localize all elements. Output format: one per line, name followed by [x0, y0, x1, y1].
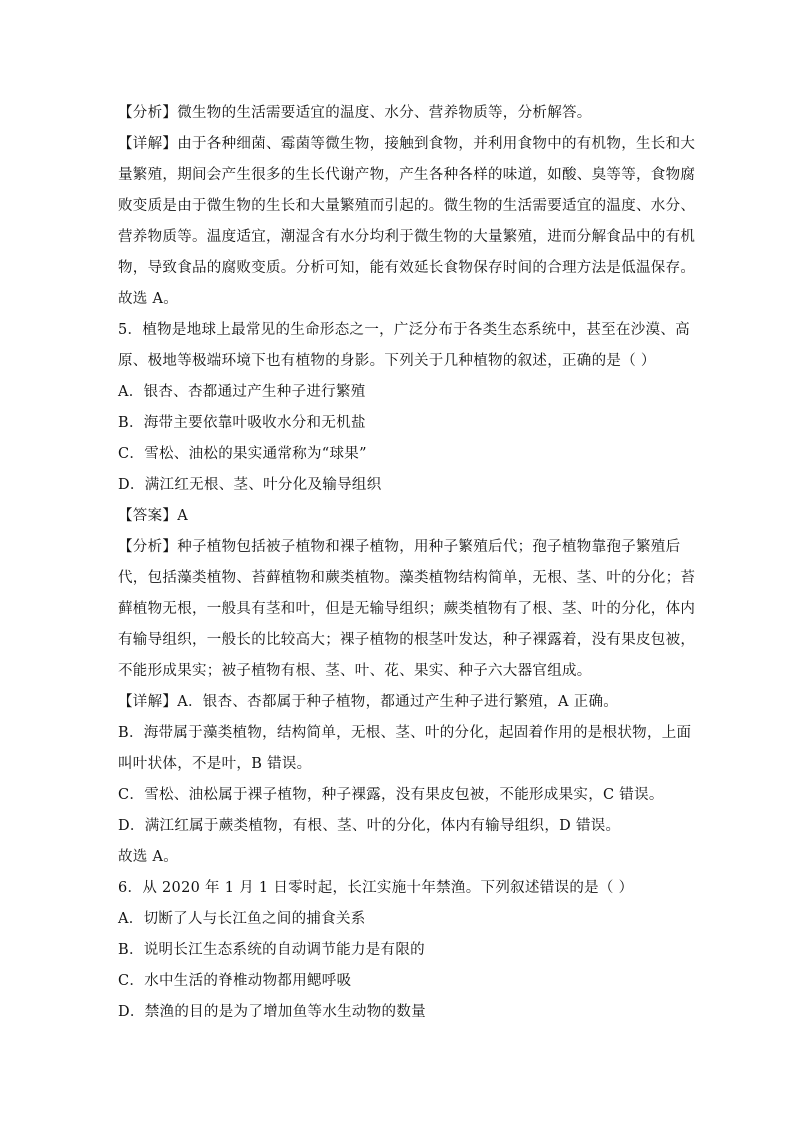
explanation-q4-line-3: 败变质是由于微生物的生长和大量繁殖而引起的。微生物的生活需要适宜的温度、水分、: [118, 198, 696, 214]
explanation-q4-line-5: 物，导致食品的腐败变质。分析可知，能有效延长食物保存时间的合理方法是低温保存。: [118, 260, 696, 276]
question-5-stem-line-2: 原、极地等极端环境下也有植物的身影。下列关于几种植物的叙述，正确的是（ ）: [118, 353, 656, 369]
explanation-q5-line-1: 【详解】A．银杏、杏都属于种子植物，都通过产生种子进行繁殖，A 正确。: [118, 694, 619, 710]
question-5-option-a: A．银杏、杏都通过产生种子进行繁殖: [118, 384, 366, 400]
explanation-q4-line-1: 【详解】由于各种细菌、霉菌等微生物，接触到食物，并利用食物中的有机物，生长和大: [118, 136, 696, 152]
question-5-option-b: B．海带主要依靠叶吸收水分和无机盐: [118, 415, 366, 431]
analysis-q5-line-3: 藓植物无根，一般具有茎和叶，但是无输导组织；蕨类植物有了根、茎、叶的分化，体内: [118, 601, 696, 617]
analysis-q5-line-4: 有输导组织，一般长的比较高大；裸子植物的根茎叶发达，种子裸露着，没有果皮包被，: [118, 632, 696, 648]
question-6-option-c: C．水中生活的脊椎动物都用鳃呼吸: [118, 973, 352, 989]
analysis-q5-line-2: 代，包括藻类植物、苔藓植物和蕨类植物。藻类植物结构简单，无根、茎、叶的分化；苔: [118, 570, 696, 586]
question-5-option-d: D．满江红无根、茎、叶分化及输导组织: [118, 477, 382, 493]
question-6-option-b: B．说明长江生态系统的自动调节能力是有限的: [118, 942, 425, 958]
explanation-q4-line-4: 营养物质等。温度适宜，潮湿含有水分均利于微生物的大量繁殖，进而分解食品中的有机: [118, 229, 696, 245]
analysis-q4-line: 【分析】微生物的生活需要适宜的温度、水分、营养物质等，分析解答。: [118, 105, 592, 121]
question-6-stem-line: 6．从 2020 年 1 月 1 日零时起，长江实施十年禁渔。下列叙述错误的是（ ）: [118, 880, 634, 896]
analysis-q5-line-5: 不能形成果实；被子植物有根、茎、叶、花、果实、种子六大器官组成。: [118, 663, 592, 679]
question-5-stem-line-1: 5．植物是地球上最常见的生命形态之一，广泛分布于各类生态系统中，甚至在沙漠、高: [118, 322, 690, 338]
explanation-q4-line-2: 量繁殖，期间会产生很多的生长代谢产物，产生各种各样的味道，如酸、臭等等，食物腐: [118, 167, 696, 183]
explanation-q5-line-4: C．雪松、油松属于裸子植物，种子裸露，没有果皮包被，不能形成果实，C 错误。: [118, 787, 664, 803]
question-6-option-a: A．切断了人与长江鱼之间的捕食关系: [118, 911, 366, 927]
answer-q5-line: 【答案】A: [118, 508, 188, 524]
choice-q4-line: 故选 A。: [118, 291, 179, 307]
question-5-option-c: C．雪松、油松的果实通常称为“球果”: [118, 446, 367, 462]
explanation-q5-line-2: B．海带属于藻类植物，结构简单，无根、茎、叶的分化，起固着作用的是根状物，上面: [118, 725, 692, 741]
explanation-q5-line-5: D．满江红属于蕨类植物，有根、茎、叶的分化，体内有输导组织，D 错误。: [118, 818, 621, 834]
document-body: [118, 98, 696, 1028]
question-6-option-d: D．禁渔的目的是为了增加鱼等水生动物的数量: [118, 1004, 426, 1020]
analysis-q5-line-1: 【分析】种子植物包括被子植物和裸子植物，用种子繁殖后代；孢子植物靠孢子繁殖后: [118, 539, 681, 555]
explanation-q5-line-3: 叫叶状体，不是叶，B 错误。: [118, 756, 312, 772]
choice-q5-line: 故选 A。: [118, 849, 179, 865]
